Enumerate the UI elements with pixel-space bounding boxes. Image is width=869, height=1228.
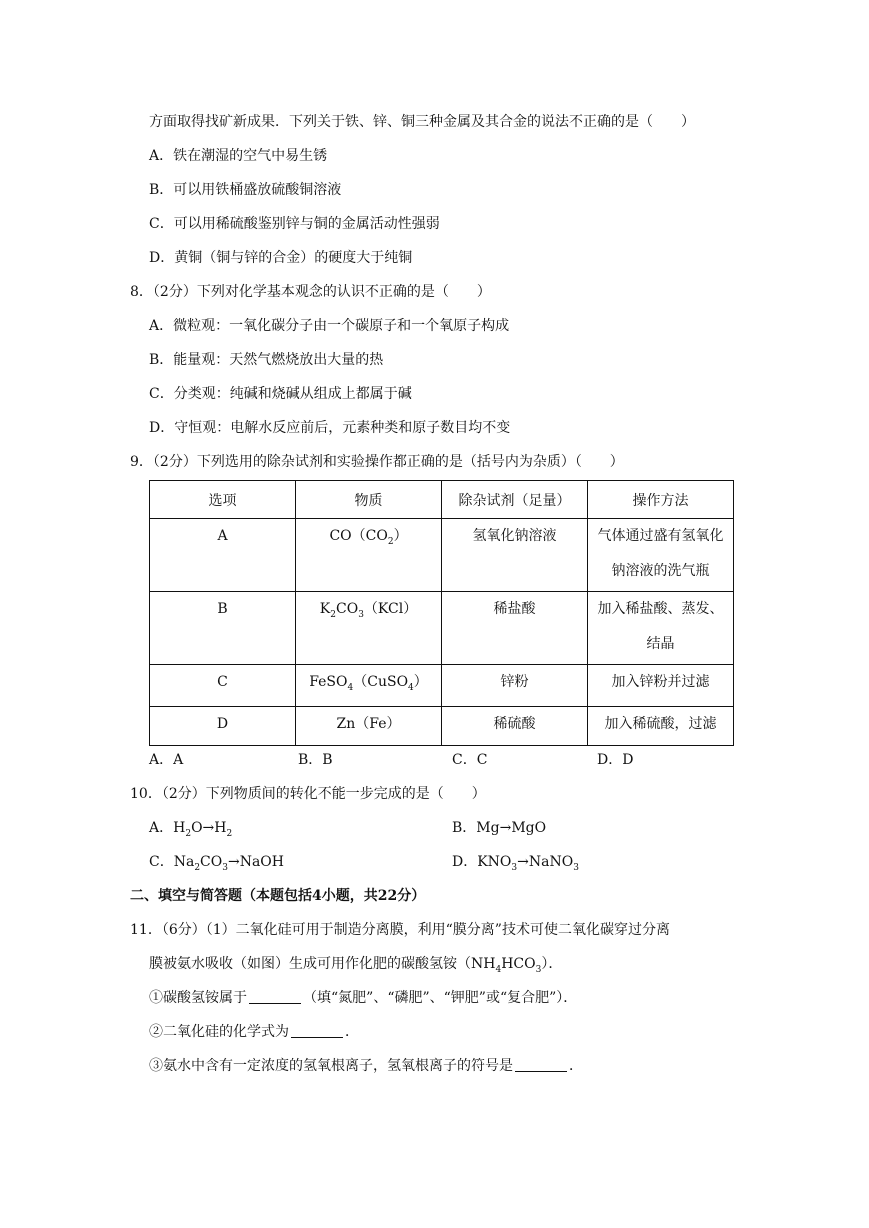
q10-option-a: A．$H_2O\to H_2$ bbox=[149, 820, 233, 839]
q10-option-d: D．$KNO_3\to NaNO_3$ bbox=[452, 854, 579, 873]
table-cell-substance: Zn（Fe） bbox=[296, 706, 442, 745]
q10-option-b: B．Mg→MgO bbox=[452, 820, 547, 836]
table-row bbox=[150, 592, 734, 665]
table-cell-reagent: 锌粉 bbox=[442, 665, 588, 707]
section-heading: 二、填空与简答题（本题包括4小题，共22分） bbox=[130, 888, 426, 904]
table-cell-option: A bbox=[150, 519, 296, 592]
table-cell-reagent: 稀盐酸 bbox=[442, 592, 588, 665]
q7-option-d: D．黄铜（铜与锌的合金）的硬度大于纯铜 bbox=[149, 250, 413, 266]
answer-blank[interactable] bbox=[291, 1023, 343, 1038]
q11-stem-line1: 11．（6分）（1）二氧化硅可用于制造分离膜，利用“膜分离”技术可使二氧化碳穿过分离 bbox=[130, 922, 670, 938]
answer-blank[interactable] bbox=[515, 1057, 567, 1072]
table-row bbox=[150, 706, 734, 745]
q11-part-3: ③氨水中含有一定浓度的氢氧根离子，氢氧根离子的符号是 ． bbox=[149, 1058, 583, 1074]
table-cell-option: D bbox=[150, 706, 296, 745]
q7-option-a: A．铁在潮湿的空气中易生锈 bbox=[149, 148, 328, 164]
table-header: 物质 bbox=[296, 481, 442, 519]
table-cell-substance: $K_2CO_3(KCl)$ bbox=[296, 592, 442, 665]
q8-option-d: D．守恒观：电解水反应前后，元素种类和原子数目均不变 bbox=[149, 420, 511, 436]
q7-option-c: C．可以用稀硫酸鉴别锌与铜的金属活动性强弱 bbox=[149, 216, 440, 232]
table-row bbox=[150, 519, 734, 592]
q8-option-c: C．分类观：纯碱和烧碱从组成上都属于碱 bbox=[149, 386, 412, 402]
q11-stem-line2: 膜被氨水吸收（如图）生成可用作化肥的碳酸氢铵$(NH_4HCO_3)$． bbox=[149, 956, 563, 975]
q9-stem: 9．（2分）下列选用的除杂试剂和实验操作都正确的是（括号内为杂质）（ ） bbox=[130, 454, 624, 470]
table-cell-substance: $CO(CO_2)$ bbox=[296, 519, 442, 592]
q8-stem: 8．（2分）下列对化学基本观念的认识不正确的是（ ） bbox=[130, 284, 491, 300]
answer-blank[interactable] bbox=[249, 989, 301, 1004]
q11-part-2: ②二氧化硅的化学式为 ． bbox=[149, 1024, 359, 1040]
table-cell-reagent: 稀硫酸 bbox=[442, 706, 588, 745]
q8-option-b: B．能量观：天然气燃烧放出大量的热 bbox=[149, 352, 384, 368]
q10-option-c: C．$Na_2CO_3\to NaOH$ bbox=[149, 854, 284, 873]
table-cell-method: 加入稀硫酸，过滤 bbox=[588, 706, 734, 745]
q7-stem-continuation: 方面取得找矿新成果．下列关于铁、锌、铜三种金属及其合金的说法不正确的是（ ） bbox=[149, 114, 695, 130]
table-cell-method: 加入稀盐酸、蒸发、 结晶 bbox=[588, 592, 734, 665]
q9-table bbox=[149, 480, 734, 746]
q9-answer-d: D．D bbox=[597, 752, 634, 768]
table-cell-option: B bbox=[150, 592, 296, 665]
table-cell-method: 加入锌粉并过滤 bbox=[588, 665, 734, 707]
table-cell-reagent: 氢氧化钠溶液 bbox=[442, 519, 588, 592]
q9-answer-c: C．C bbox=[452, 752, 488, 768]
table-cell-method: 气体通过盛有氢氧化 钠溶液的洗气瓶 bbox=[588, 519, 734, 592]
table-header: 除杂试剂（足量） bbox=[442, 481, 588, 519]
q10-stem: 10．（2分）下列物质间的转化不能一步完成的是（ ） bbox=[130, 786, 486, 802]
table-header: 操作方法 bbox=[588, 481, 734, 519]
q8-option-a: A．微粒观：一氧化碳分子由一个碳原子和一个氧原子构成 bbox=[149, 318, 510, 334]
q9-answer-b: B．B bbox=[298, 752, 333, 768]
q9-answer-a: A．A bbox=[149, 752, 184, 768]
table-header-row bbox=[150, 481, 734, 519]
table-row bbox=[150, 665, 734, 707]
table-header: 选项 bbox=[150, 481, 296, 519]
q7-option-b: B．可以用铁桶盛放硫酸铜溶液 bbox=[149, 182, 342, 198]
table-cell-substance: FeSO$_4$（CuSO$_4$） bbox=[296, 665, 442, 707]
table-cell-option: C bbox=[150, 665, 296, 707]
q11-part-1: ①碳酸氢铵属于 （填“氮肥”、“磷肥”、“钾肥”或“复合肥”）． bbox=[149, 990, 578, 1006]
